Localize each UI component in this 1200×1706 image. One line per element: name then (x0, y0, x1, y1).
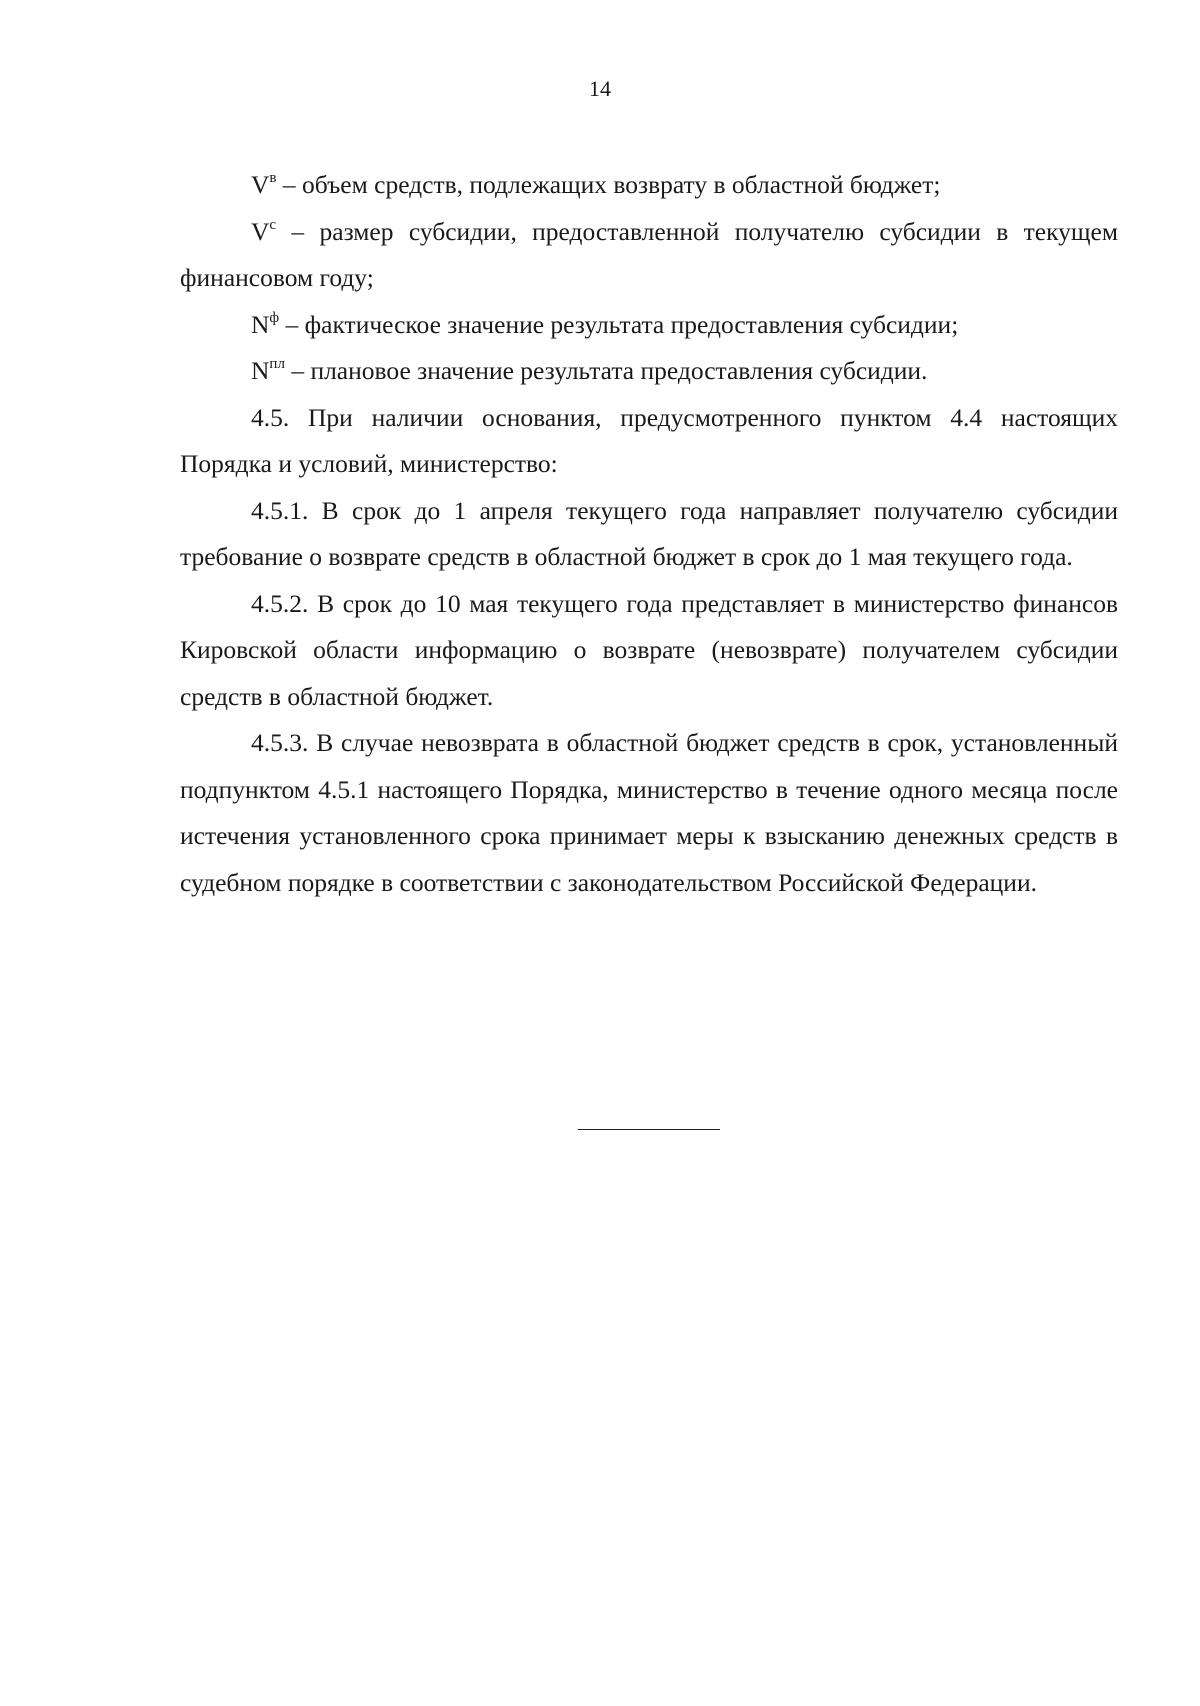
definition-text: – плановое значение результата предоставления субсидии. (284, 356, 928, 385)
symbol: N (251, 356, 270, 385)
paragraph-4-5-3: 4.5.3. В случае невозврата в областной бюджет средств в срок, установленный подпунктом 4.5.1 настоящего Порядка, министерство в течение одного месяца после истечения установленного срока принимает меры к взысканию денежных средств в судебном порядке в соответствии с законодательством Российской Федерации. (180, 728, 1118, 897)
symbol: V (251, 170, 270, 199)
definition-text: – фактическое значение результата предоставления субсидии; (279, 309, 959, 339)
definition-n-actual (180, 302, 1118, 349)
definition-text: – размер субсидии, предоставленной получателю субсидии в текущем финансовом году; (180, 216, 1118, 292)
symbol-superscript: в (269, 170, 277, 186)
definition-text: – объем средств, подлежащих возврату в областной бюджет; (276, 170, 941, 199)
symbol-superscript: ф (269, 309, 280, 326)
paragraph-4-5-1: 4.5.1. В срок до 1 апреля текущего года направляет получателю субсидии требование о возврате средств в областной бюджет в срок до 1 мая текущего года. (180, 495, 1118, 571)
page-number: 14 (589, 76, 611, 101)
definition-v-returned (180, 162, 1118, 209)
symbol-superscript: с (269, 216, 277, 233)
paragraph-4-5-2: 4.5.2. В срок до 10 мая текущего года представляет в министерство финансов Кировской области информацию о возврате (невозврате) получателем субсидии средств в областной бюджет. (180, 588, 1118, 711)
definition-v-subsidy (180, 209, 1118, 302)
symbol: V (251, 216, 270, 246)
definition-n-planned (180, 348, 1118, 395)
paragraph-4-5: 4.5. При наличии основания, предусмотренного пунктом 4.4 настоящих Порядка и условий, министерство: (180, 402, 1118, 478)
document-body (180, 162, 1118, 906)
end-separator-line (578, 1129, 720, 1130)
symbol-superscript: пл (269, 356, 285, 372)
symbol: N (251, 309, 270, 339)
